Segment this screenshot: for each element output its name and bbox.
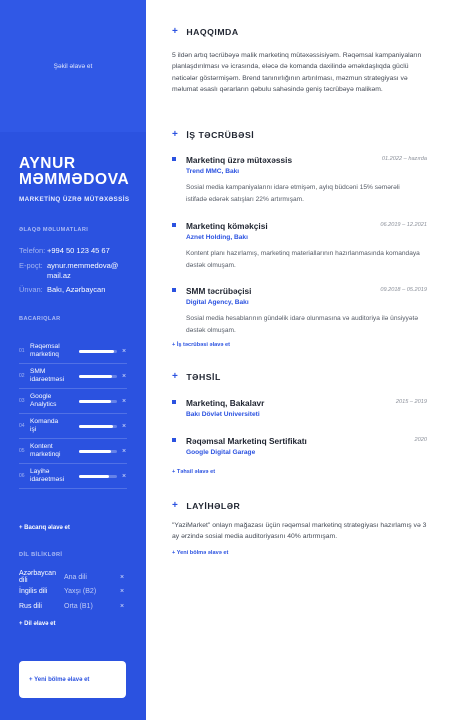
skill-number: 03 (19, 398, 25, 404)
remove-skill-icon[interactable]: × (122, 347, 127, 355)
remove-skill-icon[interactable]: × (122, 372, 127, 380)
job-date[interactable]: 06.2019 – 12.2021 (380, 222, 427, 228)
job-date[interactable]: 09.2018 – 05.2019 (380, 287, 427, 293)
skill-level-fill (79, 450, 111, 453)
language-level[interactable]: Ana dili (64, 573, 87, 581)
skill-name[interactable]: SMM idarəetməsi (30, 367, 65, 383)
bullet-icon (172, 438, 176, 442)
projects-text[interactable]: "YaziMarket" onlayn mağazası üçün rəqəmsal marketinq strategiyası hazırlamış və 3 ay ərzində sosial media auditoriyasını 40% artırmışam. (172, 522, 427, 541)
skill-name[interactable]: Kontent marketinqi (30, 442, 61, 458)
remove-language-icon[interactable]: × (120, 573, 125, 581)
languages-section-title: DİL BİLİKLƏRİ (19, 552, 63, 558)
skill-level-bar[interactable] (79, 425, 117, 428)
contact-address (19, 285, 105, 295)
job-company[interactable]: Aznet Holding, Bakı (186, 234, 248, 241)
skill-number: 02 (19, 373, 25, 379)
remove-language-icon[interactable]: × (120, 602, 125, 610)
sidebar (0, 0, 146, 720)
language-row (19, 570, 127, 585)
skill-level-bar[interactable] (79, 450, 117, 453)
job-description[interactable]: Kontent planı hazırlamış, marketinq materiallarının hazırlanmasında komandaya dəstək olmuşam. (186, 250, 420, 269)
add-experience-button[interactable]: + İş təcrübəsi əlavə et (172, 342, 230, 348)
bullet-icon (172, 288, 176, 292)
plus-icon[interactable]: + (172, 371, 179, 382)
skill-level-fill (79, 400, 111, 403)
add-education-button[interactable]: + Təhsil əlavə et (172, 469, 216, 475)
skill-row[interactable] (19, 414, 127, 439)
job-description[interactable]: Sosial media hesablarının gündəlik idarə olunmasına və auditoriya ilə ünsiyyətə dəstək olmuşam. (186, 315, 419, 334)
skill-row[interactable] (19, 389, 127, 414)
skill-row[interactable] (19, 364, 127, 389)
job-title[interactable]: Marketinq üzrə mütəxəssis (186, 155, 293, 165)
skill-row[interactable] (19, 464, 127, 489)
job-title[interactable]: SMM təcrübəçisi (186, 286, 252, 296)
remove-language-icon[interactable]: × (120, 588, 125, 596)
bullet-icon (172, 157, 176, 161)
plus-icon[interactable]: + (172, 500, 179, 511)
job-date[interactable]: 01.2022 – hazırda (381, 156, 427, 162)
address-value[interactable]: Bakı, Azərbaycan (47, 285, 106, 294)
skills-list (19, 339, 127, 489)
skill-number: 01 (19, 348, 25, 354)
language-level[interactable]: Orta (B1) (64, 602, 93, 610)
job-role: MARKETİNQ ÜZRƏ MÜTƏXƏSSİS (19, 196, 130, 203)
skill-name[interactable]: Komanda işi (30, 417, 59, 433)
skill-row[interactable] (19, 339, 127, 364)
institution-name[interactable]: Google Digital Garage (186, 449, 256, 456)
skill-number: 06 (19, 473, 25, 479)
language-row (19, 585, 127, 600)
skill-level-bar[interactable] (79, 475, 117, 478)
experience-section-title: + İŞ TƏCRÜBƏSİ (172, 129, 255, 140)
skill-level-fill (79, 425, 113, 428)
skill-row[interactable] (19, 439, 127, 464)
full-name: AYNUR MƏMMƏDOVA (19, 155, 130, 188)
skills-section-title: BACARIQLAR (19, 316, 61, 322)
education-date[interactable]: 2015 – 2019 (395, 399, 427, 405)
add-language-button[interactable]: + Dil əlavə et (19, 621, 56, 627)
remove-skill-icon[interactable]: × (122, 472, 127, 480)
language-level[interactable]: Yaxşı (B2) (64, 588, 97, 596)
plus-icon[interactable]: + (172, 129, 179, 140)
contact-email (19, 261, 118, 281)
job-description[interactable]: Sosial media kampaniyalarını idarə etmişəm, aylıq büdcəni 15% səmərəli istifadə edərək satışları 22% artırmışam. (186, 184, 400, 203)
address-label: Ünvan: (19, 285, 43, 294)
email-label: E-poçt: (19, 261, 43, 270)
language-name[interactable]: Rus dili (19, 602, 42, 610)
skill-level-fill (79, 350, 114, 353)
skill-number: 04 (19, 423, 25, 429)
skill-level-bar[interactable] (79, 400, 117, 403)
skill-name[interactable]: Rəqəmsal marketinq (30, 342, 60, 358)
language-name[interactable]: Azərbaycan dili (19, 570, 56, 585)
job-company[interactable]: Digital Agency, Bakı (186, 299, 249, 306)
language-name[interactable]: İngilis dili (19, 588, 48, 596)
degree-title[interactable]: Marketinq, Bakalavr (186, 398, 265, 408)
language-row (19, 599, 127, 614)
phone-label: Telefon: (19, 246, 46, 255)
phone-value[interactable]: +994 50 123 45 67 (47, 246, 110, 255)
add-section-button[interactable]: + Yeni bölmə əlavə et (19, 661, 126, 698)
photo-placeholder[interactable] (0, 0, 146, 132)
email-value[interactable]: aynur.memmedova@ mail.az (47, 261, 119, 280)
languages-list (19, 570, 127, 614)
skill-name[interactable]: Google Analytics (30, 392, 57, 408)
contact-phone (19, 246, 110, 256)
degree-title[interactable]: Rəqəmsal Marketinq Sertifikatı (186, 436, 307, 446)
skill-level-fill (79, 475, 109, 478)
skill-level-bar[interactable] (79, 350, 117, 353)
job-company[interactable]: Trend MMC, Bakı (186, 168, 240, 175)
education-date[interactable]: 2020 (414, 437, 427, 443)
remove-skill-icon[interactable]: × (122, 422, 127, 430)
plus-icon[interactable]: + (172, 26, 179, 37)
bullet-icon (172, 400, 176, 404)
remove-skill-icon[interactable]: × (122, 397, 127, 405)
photo-add-label: Şəkil əlavə et (53, 62, 93, 70)
skill-name[interactable]: Layihə idarəetməsi (30, 467, 65, 483)
remove-skill-icon[interactable]: × (122, 447, 127, 455)
job-title[interactable]: Marketinq köməkçisi (186, 221, 268, 231)
add-new-section-button[interactable]: + Yeni bölmə əlavə et (172, 550, 229, 556)
about-text[interactable]: 5 ildən artıq təcrübəyə malik marketinq mütəxəssisiyəm. Rəqəmsal kampaniyaların planlaşdırılması və icrasında, eləcə də komanda daxilində əməkdaşlıqda güclü nəticələr göstərmişəm. Brend tanınırlığının artırılması, məzmun strategiyası və məlumat əsaslı qərarların qəbulu sahəsində geniş təcrübəyə malikəm. (172, 52, 422, 93)
institution-name[interactable]: Bakı Dövlət Universiteti (186, 411, 260, 418)
bullet-icon (172, 223, 176, 227)
add-skill-button[interactable]: + Bacarıq əlavə et (19, 525, 70, 531)
projects-section-title: + LAYİHƏLƏR (172, 500, 241, 511)
skill-level-fill (79, 375, 112, 378)
about-section-title: + HAQQIMDA (172, 26, 239, 37)
skill-number: 05 (19, 448, 25, 454)
education-section-title: + TƏHSİL (172, 371, 221, 382)
skill-level-bar[interactable] (79, 375, 117, 378)
contact-section-title: ƏLAQƏ MƏLUMATLARI (19, 227, 89, 233)
